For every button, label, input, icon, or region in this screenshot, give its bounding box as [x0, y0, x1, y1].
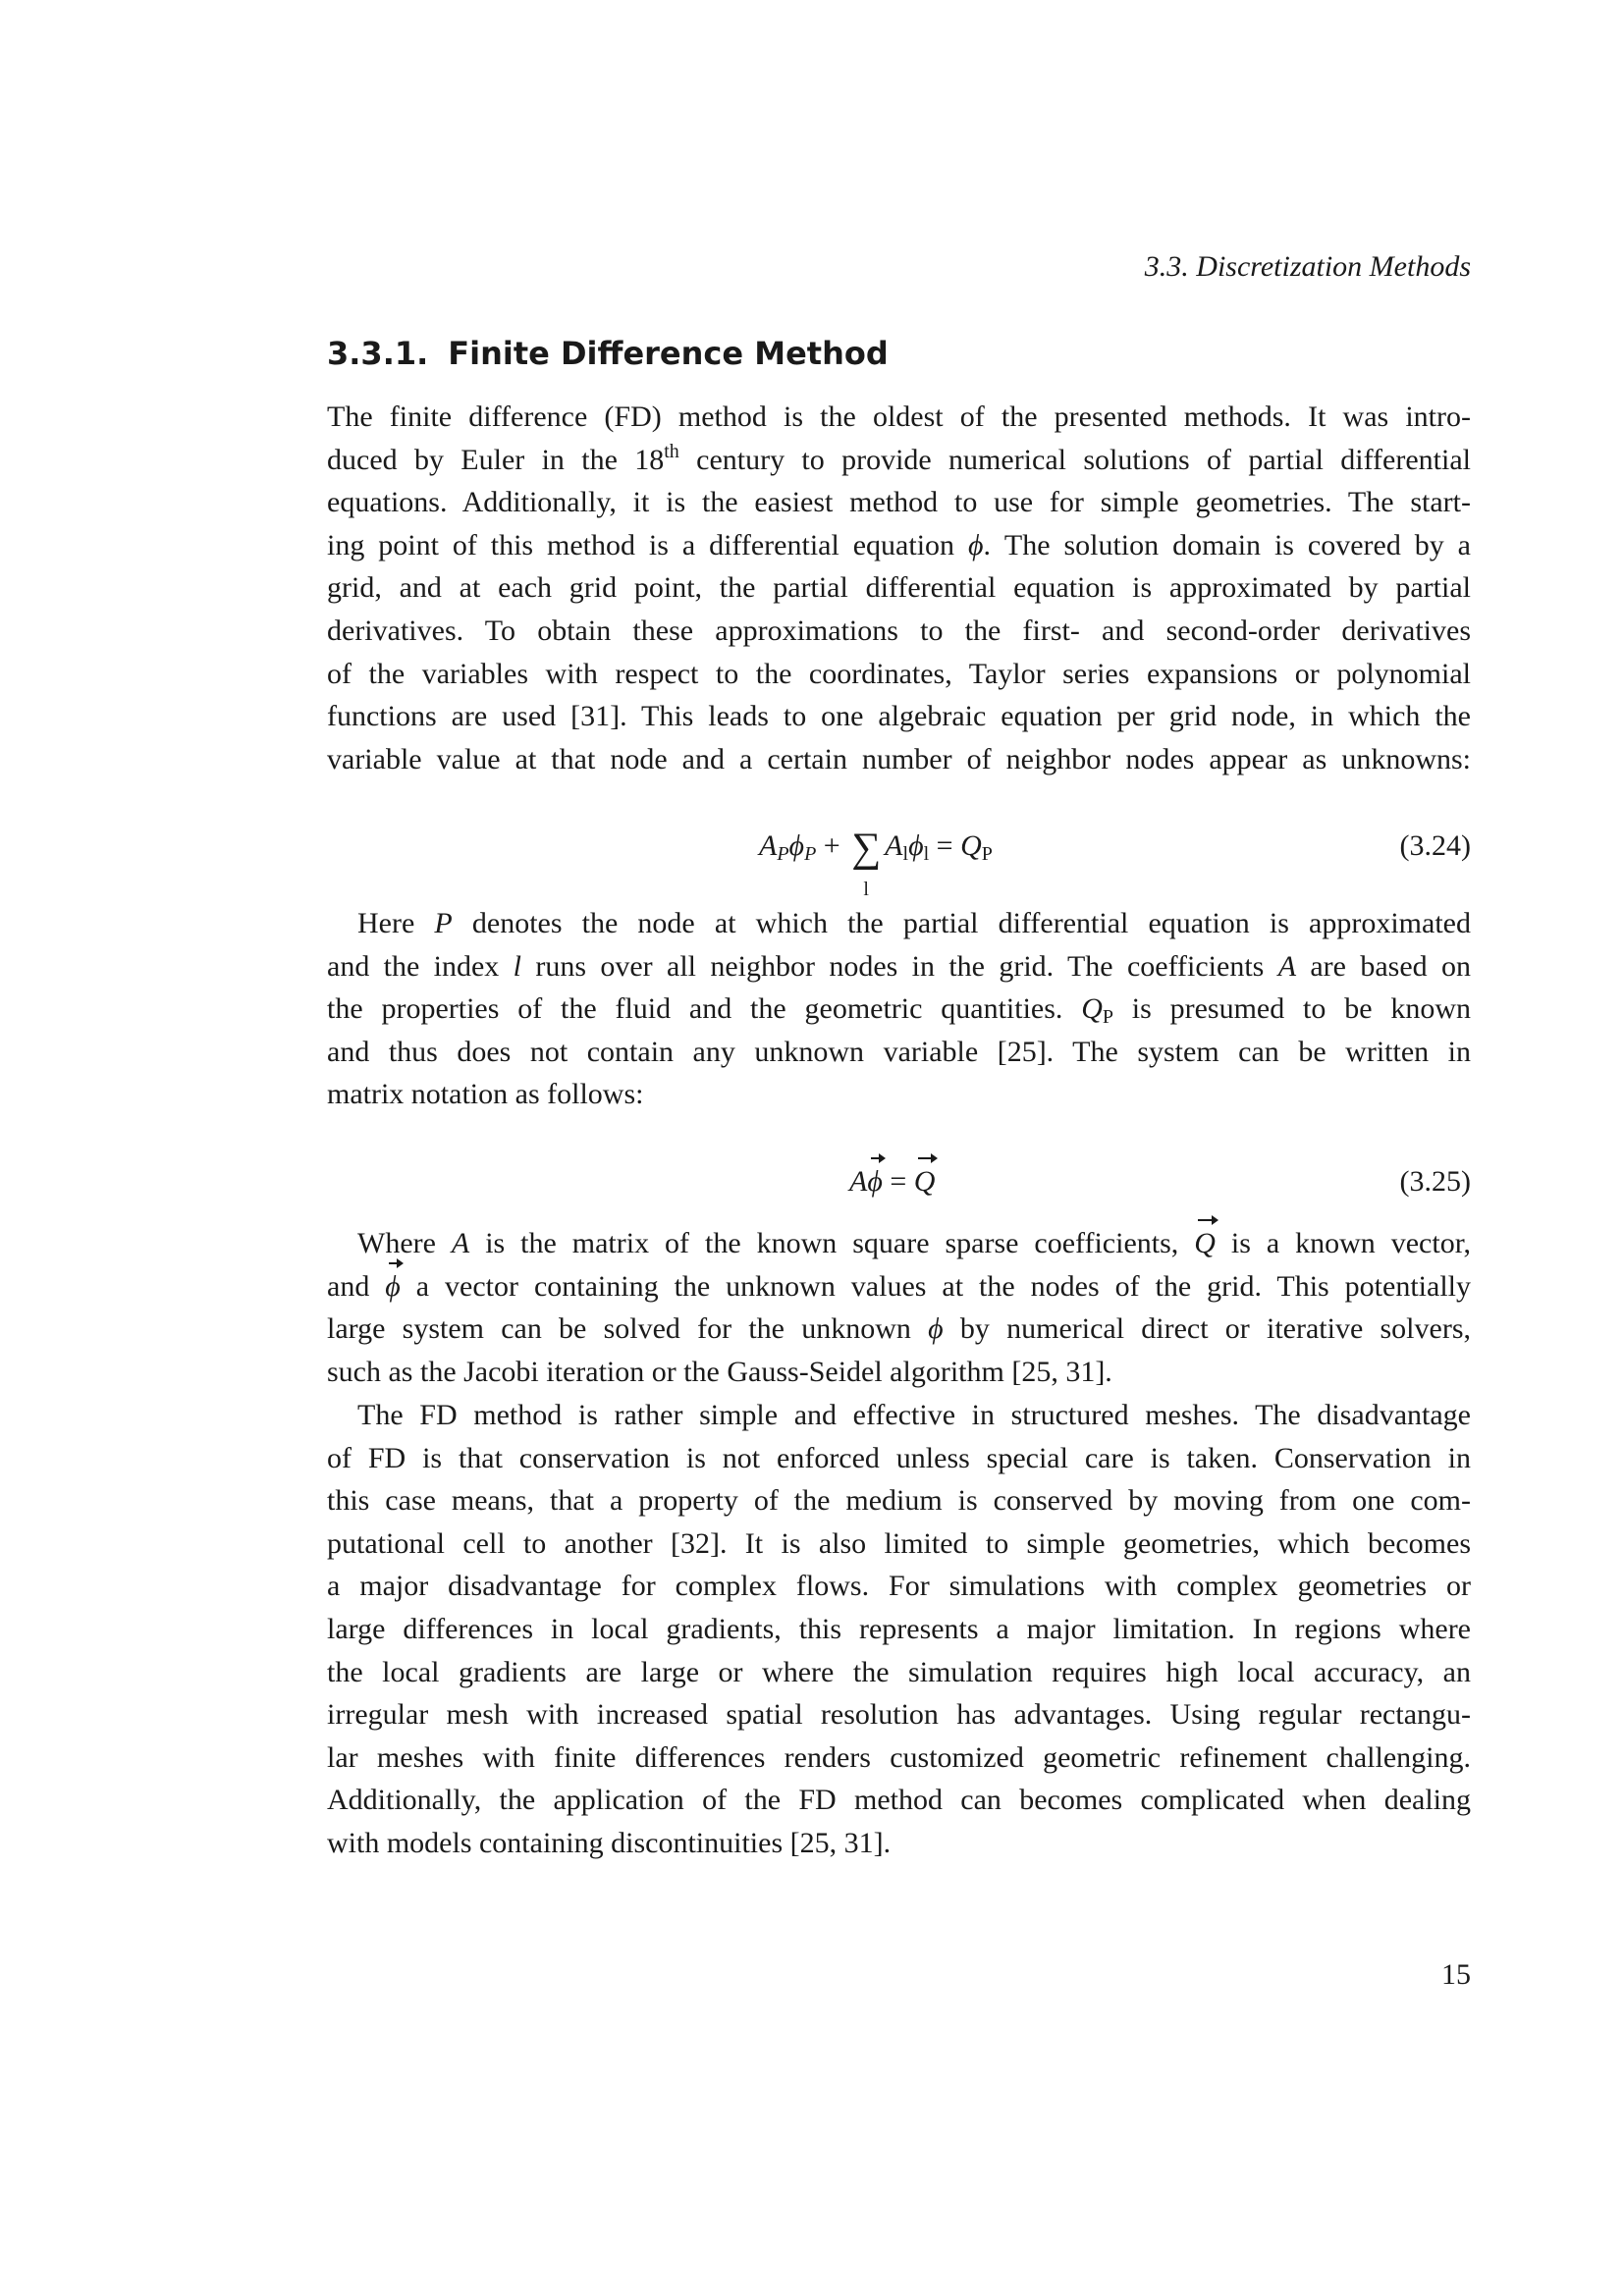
- text-line: a major disadvantage for complex flows. For simulations with complex geometries or: [327, 1570, 1471, 1603]
- text-line: and the index l runs over all neighbor nodes in the grid. The coefficients A are based on: [327, 949, 1471, 983]
- summation-symbol: ∑ l: [851, 826, 882, 900]
- text-line: grid, and at each grid point, the partial differential equation is approximated by partial: [327, 571, 1471, 605]
- running-header: 3.3. Discretization Methods: [1144, 250, 1471, 283]
- phi-symbol: ϕ: [967, 528, 984, 561]
- text-line: large system can be solved for the unknown ϕ by numerical direct or iterative solvers,: [327, 1312, 1471, 1346]
- text-line: equations. Additionally, it is the easiest method to use for simple geometries. The start-: [327, 486, 1471, 519]
- text-line: Here P denotes the node at which the partial differential equation is approximated: [357, 907, 1471, 939]
- text-line: lar meshes with finite differences renders customized geometric refinement challenging.: [327, 1740, 1471, 1774]
- section-heading: [327, 334, 889, 373]
- paragraph-disadvantages: [327, 1394, 1471, 1865]
- equation-number: (3.25): [1399, 1165, 1471, 1198]
- equation-body: Aϕ = Q: [849, 1160, 935, 1203]
- text-line: The finite difference (FD) method is the oldest of the presented methods. It was intro-: [327, 400, 1471, 433]
- text-line: ing point of this method is a differential equation ϕ. The solution domain is covered by a: [327, 528, 1471, 561]
- text-line: variable value at that node and a certain number of neighbor nodes appear as unknowns:: [327, 742, 1471, 775]
- text-line: and ϕ a vector containing the unknown values at the nodes of the grid. This potentially: [327, 1265, 1471, 1308]
- text-line: Additionally, the application of the FD method can becomes complicated when dealing: [327, 1784, 1471, 1817]
- equation-body: $A_P\phi_P$ + ∑ l $A_l\phi_l = Q_P$: [759, 826, 993, 900]
- text-line: irregular mesh with increased spatial resolution has advantages. Using regular rectangu-: [327, 1698, 1471, 1732]
- text-line: matrix notation as follows:: [327, 1078, 644, 1111]
- paragraph-matrix-system: [327, 1222, 1471, 1393]
- equation-3-25: [327, 1160, 1471, 1209]
- text-line: the local gradients are large or where the simulation requires high local accuracy, an: [327, 1655, 1471, 1688]
- superscript: th: [664, 440, 679, 462]
- paragraph-intro: [327, 396, 1471, 780]
- text-line: with models containing discontinuities [25, 31].: [327, 1826, 892, 1859]
- vector-q: Q: [914, 1160, 936, 1203]
- text-line: such as the Jacobi iteration or the Gauss-Seidel algorithm [25, 31].: [327, 1355, 1112, 1388]
- text-line: functions are used [31]. This leads to one algebraic equation per grid node, in which the: [327, 700, 1471, 733]
- vector-phi: ϕ: [867, 1160, 883, 1203]
- section-number: 3.3.1.: [327, 335, 429, 372]
- section-title: Finite Difference Method: [448, 335, 889, 372]
- text-line: this case means, that a property of the medium is conserved by moving from one com-: [327, 1484, 1471, 1518]
- equation-3-24: [327, 825, 1471, 900]
- text-line: of the variables with respect to the coordinates, Taylor series expansions or polynomial: [327, 657, 1471, 690]
- text-line: of FD is that conservation is not enforced unless special care is taken. Conservation in: [327, 1441, 1471, 1474]
- paragraph-coefficients: [327, 902, 1471, 1116]
- text-line: the properties of the fluid and the geometric quantities. $Q_P$ is presumed to be known: [327, 992, 1471, 1029]
- text-line: Where A is the matrix of the known square sparse coefficients, Q is a known vector,: [327, 1222, 1471, 1265]
- text-line: duced by Euler in the 18th century to provide numerical solutions of partial differential: [327, 440, 1471, 476]
- text-line: derivatives. To obtain these approximations to the first- and second-order derivatives: [327, 614, 1471, 647]
- text-line: The FD method is rather simple and effective in structured meshes. The disadvantage: [357, 1399, 1471, 1431]
- text-line: large differences in local gradients, this represents a major limitation. In regions where: [327, 1612, 1471, 1645]
- text-line: and thus does not contain any unknown variable [25]. The system can be written in: [327, 1035, 1471, 1068]
- page-number: 15: [1441, 1958, 1471, 1991]
- text-line: putational cell to another [32]. It is also limited to simple geometries, which becomes: [327, 1526, 1471, 1560]
- equation-number: (3.24): [1399, 829, 1471, 862]
